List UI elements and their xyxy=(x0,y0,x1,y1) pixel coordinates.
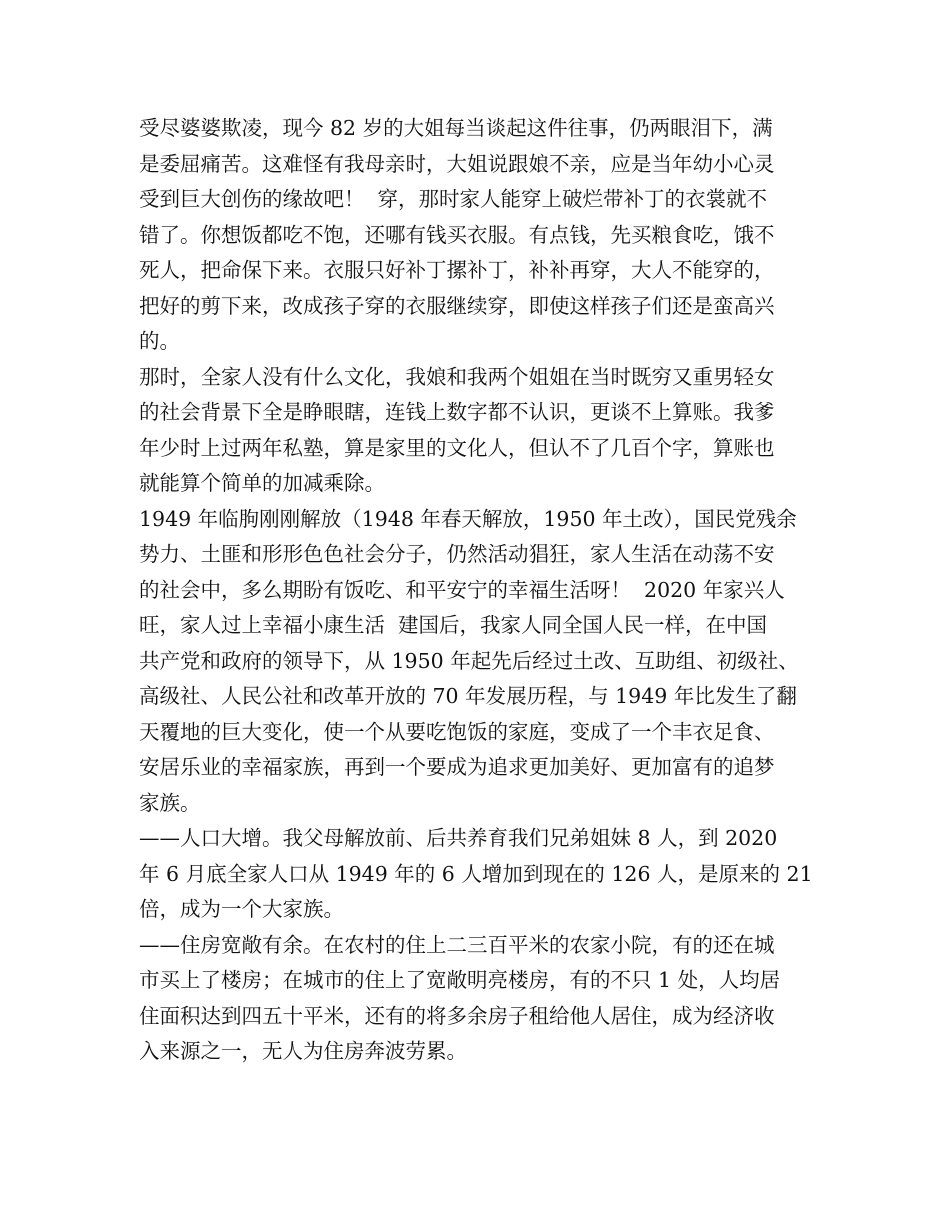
text-line: 那时，全家人没有什么文化，我娘和我两个姐姐在当时既穷又重男轻女 xyxy=(139,364,775,389)
body-text xyxy=(139,111,829,1070)
text-line: 的社会中，多么期盼有饭吃、和平安宁的幸福生活呀！ 2020 年家兴人 xyxy=(139,577,785,602)
text-line: 是委屈痛苦。这难怪有我母亲时，大姐说跟娘不亲，应是当年幼小心灵 xyxy=(139,151,775,176)
text-line: 把好的剪下来，改成孩子穿的衣服继续穿，即使这样孩子们还是蛮高兴 xyxy=(139,293,775,318)
text-line: 年 6 月底全家人口从 1949 年的 6 人增加到现在的 126 人，是原来的 21 xyxy=(139,861,813,886)
text-line: 势力、土匪和形形色色社会分子，仍然活动猖狂，家人生活在动荡不安 xyxy=(139,542,775,566)
text-line: 受尽婆婆欺凌，现今 82 岁的大姐每当谈起这件往事，仍两眼泪下，满 xyxy=(139,116,773,140)
text-line: 的社会背景下全是睁眼瞎，连钱上数字都不认识，更谈不上算账。我爹 xyxy=(139,400,775,424)
text-line: 1949 年临朐刚刚解放（1948 年春天解放，1950 年土改），国民党残余 xyxy=(139,506,797,531)
text-line: 市买上了楼房；在城市的住上了宽敞明亮楼房，有的不只 1 处，人均居 xyxy=(139,968,781,992)
text-line: 错了。你想饭都吃不饱，还哪有钱买衣服。有点钱，先买粮食吃，饿不 xyxy=(139,222,775,247)
text-line: 就能算个简单的加减乘除。 xyxy=(139,471,385,495)
text-line: 高级社、人民公社和改革开放的 70 年发展历程，与 1949 年比发生了翻 xyxy=(139,684,797,708)
text-line: 安居乐业的幸福家族，再到一个要成为追求更加美好、更加富有的追梦 xyxy=(139,755,775,779)
text-line: 倍，成为一个大家族。 xyxy=(139,897,344,921)
text-line: 的。 xyxy=(139,329,180,353)
text-line: 受到巨大创伤的缘故吧！ 穿，那时家人能穿上破烂带补丁的衣裳就不 xyxy=(139,187,768,211)
text-line: 年少时上过两年私塾，算是家里的文化人，但认不了几百个字，算账也 xyxy=(139,435,775,460)
text-line: ——住房宽敞有余。在农村的住上二三百平米的农家小院，有的还在城 xyxy=(139,932,775,957)
text-line: 天覆地的巨大变化，使一个从要吃饱饭的家庭，变成了一个丰衣足食、 xyxy=(139,719,775,744)
text-line: 共产党和政府的领导下，从 1950 年起先后经过土改、互助组、初级社、 xyxy=(139,648,799,673)
text-line: 住面积达到四五十平米，还有的将多余房子租给他人居住，成为经济收 xyxy=(139,1003,775,1028)
text-line: 死人，把命保下来。衣服只好补丁摞补丁，补补再穿，大人不能穿的， xyxy=(139,258,775,282)
text-line: 入来源之一，无人为住房奔波劳累。 xyxy=(139,1039,467,1063)
text-line: ——人口大增。我父母解放前、后共养育我们兄弟姐妹 8 人，到 2020 xyxy=(139,826,778,850)
text-line: 家族。 xyxy=(139,790,201,815)
text-line: 旺，家人过上幸福小康生活 建国后，我家人同全国人民一样，在中国 xyxy=(139,613,768,637)
